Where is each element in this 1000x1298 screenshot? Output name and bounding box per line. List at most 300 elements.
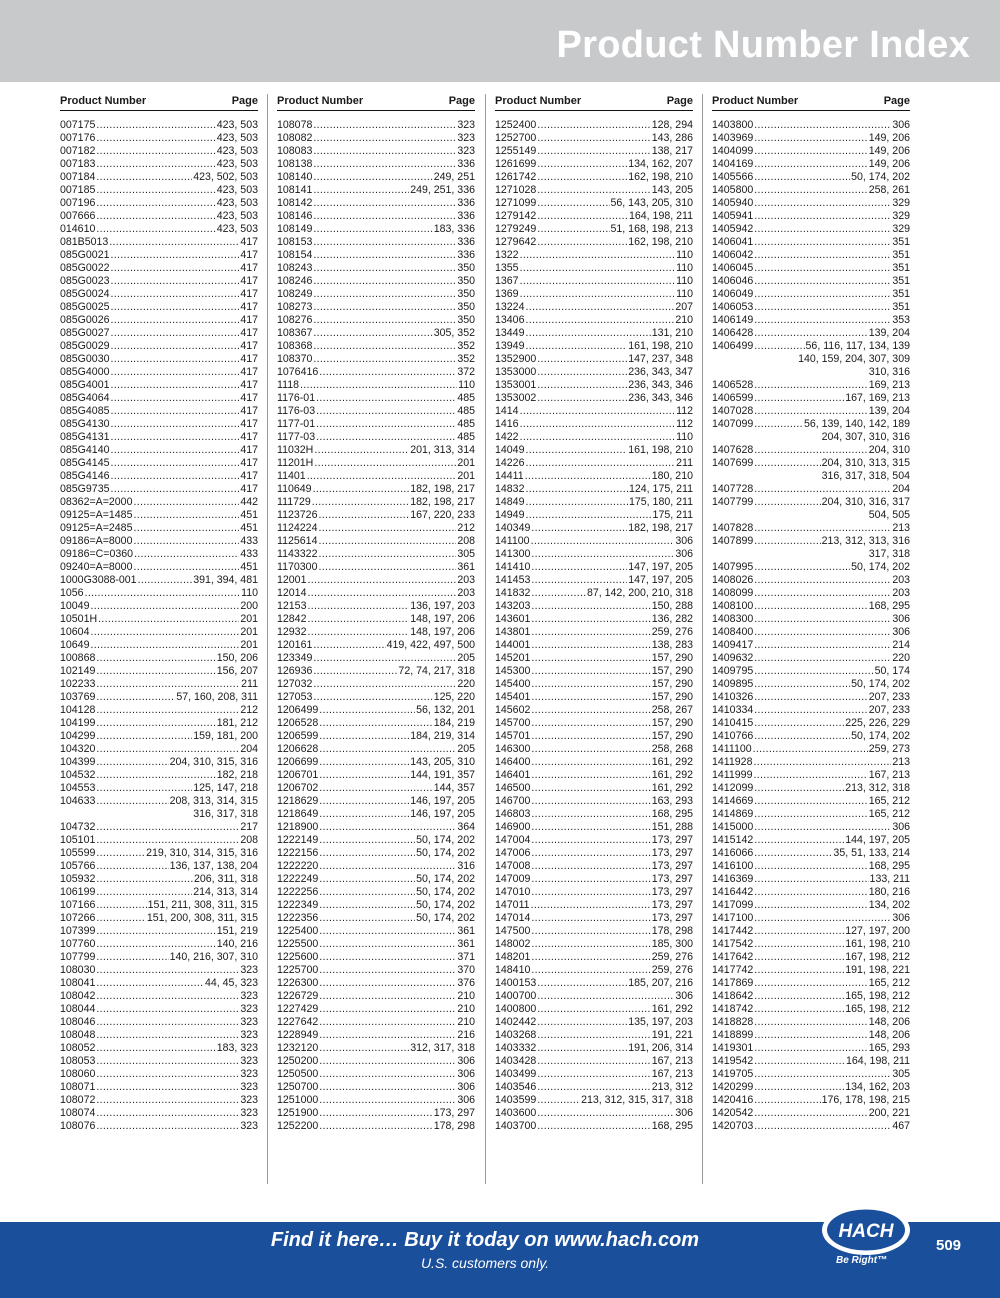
dot-leader (754, 535, 820, 548)
dot-leader (531, 704, 650, 717)
product-number: 147500 (495, 925, 531, 937)
index-entry (60, 977, 258, 990)
product-number: 1123726 (277, 509, 318, 521)
dot-leader (537, 1068, 651, 1081)
page-references: 143, 286 (651, 132, 693, 144)
product-number: 1176-01 (277, 392, 316, 404)
page-references: 201 (240, 626, 258, 638)
dot-leader (754, 717, 844, 730)
index-entry (495, 314, 693, 327)
page-references: 258, 267 (651, 704, 693, 716)
dot-leader (520, 405, 676, 418)
product-number: 108042 (60, 990, 96, 1002)
index-entry (712, 925, 910, 938)
index-entry (495, 288, 693, 301)
product-number: 1222356 (277, 912, 319, 924)
dot-leader (520, 431, 676, 444)
dot-leader (754, 704, 868, 717)
page-references: 161, 198, 210 (628, 340, 693, 352)
dot-leader (754, 1081, 844, 1094)
dot-leader (313, 665, 397, 678)
product-number: 1355 (495, 262, 519, 274)
page-references: 149, 206 (868, 132, 910, 144)
page-references: 350 (457, 275, 475, 287)
dot-leader (754, 119, 891, 132)
dot-leader (133, 509, 239, 522)
dot-leader (537, 223, 609, 236)
page-references: 485 (457, 418, 475, 430)
index-entry (277, 275, 475, 288)
dot-leader (313, 327, 432, 340)
page-references: 173, 297 (433, 1107, 475, 1119)
product-number: 1409632 (712, 652, 754, 664)
dot-leader (754, 132, 868, 145)
index-entry (495, 548, 693, 561)
product-number: 1408100 (712, 600, 754, 612)
index-entry (60, 1029, 258, 1042)
index-entry (277, 548, 475, 561)
page-references: 210 (675, 314, 693, 326)
dot-leader (96, 1094, 239, 1107)
product-number: 09240=A=8000 (60, 561, 133, 573)
page-references: 44, 45, 323 (204, 977, 258, 989)
index-entry (712, 964, 910, 977)
page-references: 151, 211, 308, 311, 315 (147, 899, 258, 911)
page-references: 212 (457, 522, 475, 534)
dot-leader (96, 1029, 239, 1042)
index-entry (712, 1107, 910, 1120)
index-entry (495, 925, 693, 938)
index-entry (60, 691, 258, 704)
product-number: 1261699 (495, 158, 537, 170)
index-entry (60, 1094, 258, 1107)
page-references: 213, 312 (651, 1081, 693, 1093)
index-entry (495, 353, 693, 366)
dot-leader (753, 743, 868, 756)
index-entry (712, 860, 910, 873)
index-entry (495, 1042, 693, 1055)
index-entry (495, 717, 693, 730)
page-references: 144, 357 (433, 782, 475, 794)
dot-leader (531, 873, 650, 886)
dot-leader (754, 587, 891, 600)
product-number: 108370 (277, 353, 313, 365)
dot-leader (96, 951, 168, 964)
dot-leader (96, 691, 175, 704)
page-references: 144, 191, 357 (410, 769, 475, 781)
dot-leader (531, 912, 650, 925)
dot-leader (319, 730, 409, 743)
dot-leader (753, 769, 867, 782)
product-number: 1403332 (495, 1042, 537, 1054)
index-entry (277, 678, 475, 691)
index-entry (60, 730, 258, 743)
dot-leader (314, 444, 409, 457)
dot-leader (754, 1003, 844, 1016)
product-number: 1353002 (495, 392, 537, 404)
index-entry (60, 496, 258, 509)
product-number: 108273 (277, 301, 313, 313)
dot-leader (525, 483, 628, 496)
product-number: 1222349 (277, 899, 319, 911)
page-references: 370 (457, 964, 475, 976)
page-references: 306 (892, 613, 910, 625)
index-entry (712, 665, 910, 678)
index-entry (712, 912, 910, 925)
page-references: 134, 162, 203 (845, 1081, 910, 1093)
page-references-continued: 504, 505 (868, 509, 910, 521)
dot-leader (96, 795, 168, 808)
page-references-continued: 317, 318 (868, 548, 910, 560)
dot-leader (96, 925, 215, 938)
product-number: 108367 (277, 327, 313, 339)
index-entry (277, 756, 475, 769)
product-number: 085G4146 (60, 470, 110, 482)
page-references: 208 (457, 535, 475, 547)
product-number: 1404099 (712, 145, 754, 157)
dot-leader (110, 431, 239, 444)
index-entry (60, 951, 258, 964)
product-number: 085G0023 (60, 275, 110, 287)
page-references: 306 (892, 626, 910, 638)
index-entry (712, 418, 910, 431)
product-number: 146900 (495, 821, 531, 833)
index-entry (712, 210, 910, 223)
index-entry (277, 626, 475, 639)
product-number: 1400700 (495, 990, 537, 1002)
index-entry (712, 522, 910, 535)
product-number: 1118 (277, 379, 299, 391)
page-references: 200 (240, 600, 258, 612)
page-references: 417 (240, 366, 258, 378)
dot-leader (96, 899, 146, 912)
product-number: 143601 (495, 613, 531, 625)
index-entry (277, 522, 475, 535)
product-number: 1400800 (495, 1003, 537, 1015)
page-references: 351 (892, 301, 910, 313)
dot-leader (319, 1107, 433, 1120)
product-number: 1416066 (712, 847, 754, 859)
index-entry (277, 951, 475, 964)
index-entry (495, 405, 693, 418)
page-references: 156, 207 (216, 665, 258, 677)
index-entry (712, 639, 910, 652)
page-references: 316 (457, 860, 475, 872)
product-number: 1406049 (712, 288, 754, 300)
index-entry (277, 899, 475, 912)
product-number: 1404169 (712, 158, 754, 170)
index-entry (60, 782, 258, 795)
product-number: 1417442 (712, 925, 754, 937)
index-entry (495, 665, 693, 678)
dot-leader (96, 756, 168, 769)
page-references: 417 (240, 327, 258, 339)
dot-leader (754, 483, 891, 496)
page-references: 165, 212 (868, 808, 910, 820)
index-entry (277, 1081, 475, 1094)
dot-leader (754, 1068, 891, 1081)
index-entry (712, 249, 910, 262)
page-references: 157, 290 (651, 691, 693, 703)
dot-leader (138, 574, 193, 587)
dot-leader (318, 561, 456, 574)
product-number: 085G4130 (60, 418, 110, 430)
index-entry (495, 990, 693, 1003)
index-entry (712, 158, 910, 171)
product-number: 1403599 (495, 1094, 537, 1106)
page-references: 213, 312, 318 (845, 782, 910, 794)
index-entries (495, 119, 693, 1133)
product-number: 14949 (495, 509, 525, 521)
dot-leader (537, 158, 627, 171)
page-references: 112 (676, 418, 693, 430)
page-references: 191, 221 (651, 1029, 693, 1041)
dot-leader (312, 496, 409, 509)
index-entry (495, 808, 693, 821)
page-references: 214, 313, 314 (193, 886, 258, 898)
dot-leader (96, 782, 192, 795)
page-references: 305 (457, 548, 475, 560)
index-entry (277, 197, 475, 210)
page-references: 146, 197, 205 (410, 795, 475, 807)
dot-leader (531, 639, 650, 652)
page-references: 162, 198, 210 (628, 236, 693, 248)
product-number: 146700 (495, 795, 531, 807)
product-number: 085G4001 (60, 379, 110, 391)
page-references: 220 (457, 678, 475, 690)
product-number: 1403546 (495, 1081, 537, 1093)
page-references: 50, 174, 202 (416, 873, 475, 885)
dot-leader (319, 756, 409, 769)
dot-leader (754, 379, 868, 392)
column-header-product-number: Product Number (60, 95, 147, 107)
index-entry (712, 574, 910, 587)
product-number: 1415142 (712, 834, 754, 846)
product-number: 108076 (60, 1120, 96, 1132)
product-number: 146400 (495, 756, 531, 768)
index-entry (712, 1029, 910, 1042)
index-entry (495, 444, 693, 457)
product-number: 147009 (495, 873, 531, 885)
product-number: 104532 (60, 769, 96, 781)
page-references: 157, 290 (651, 665, 693, 677)
dot-leader (313, 678, 456, 691)
dot-leader (96, 1120, 239, 1133)
page-references: 163, 293 (651, 795, 693, 807)
dot-leader (537, 210, 628, 223)
product-number: 108052 (60, 1042, 96, 1054)
index-entry (277, 171, 475, 184)
product-number: 1410326 (712, 691, 754, 703)
index-entry (495, 392, 693, 405)
dot-leader (96, 977, 204, 990)
index-entry (60, 1055, 258, 1068)
dot-leader (319, 1042, 409, 1055)
dot-leader (754, 262, 891, 275)
product-number: 1206599 (277, 730, 319, 742)
product-number: 085G0027 (60, 327, 110, 339)
page-references: 306 (675, 535, 693, 547)
index-entry (712, 600, 910, 613)
index-column (712, 94, 910, 1184)
page-references: 138, 217 (651, 145, 693, 157)
product-number: 107399 (60, 925, 96, 937)
index-entry (495, 782, 693, 795)
page-references-continued: 316, 317, 318 (193, 808, 258, 820)
index-entry (277, 119, 475, 132)
product-number: 12001 (277, 574, 307, 586)
dot-leader (537, 392, 627, 405)
index-entry (495, 1120, 693, 1133)
product-number: 14226 (495, 457, 525, 469)
index-entry (60, 821, 258, 834)
product-number: 1406499 (712, 340, 754, 352)
dot-leader (754, 795, 868, 808)
page-references: 350 (457, 262, 475, 274)
page-references: 165, 198, 212 (845, 1003, 910, 1015)
page-references: 180, 216 (868, 886, 910, 898)
product-number: 108082 (277, 132, 313, 144)
dot-leader (110, 457, 239, 470)
product-number: 108149 (277, 223, 313, 235)
dot-leader (319, 717, 433, 730)
page-references: 127, 197, 200 (845, 925, 910, 937)
dot-leader (96, 678, 240, 691)
page-references-continued: 140, 159, 204, 307, 309 (798, 353, 910, 365)
product-number: 1408099 (712, 587, 754, 599)
index-entry (60, 717, 258, 730)
product-number: 1227642 (277, 1016, 319, 1028)
dot-leader (96, 132, 215, 145)
dot-leader (110, 340, 239, 353)
index-entry (495, 613, 693, 626)
page-references: 306 (892, 912, 910, 924)
product-number: 10604 (60, 626, 90, 638)
index-entry (60, 132, 258, 145)
product-number: 1419705 (712, 1068, 754, 1080)
product-number: 085G9735 (60, 483, 110, 495)
page-references: 139, 204 (868, 327, 910, 339)
index-entry (60, 873, 258, 886)
page-references: 182, 198, 217 (628, 522, 693, 534)
product-number: 085G4000 (60, 366, 110, 378)
dot-leader (110, 418, 239, 431)
dot-leader (754, 899, 868, 912)
index-entry (712, 1055, 910, 1068)
product-number: 147008 (495, 860, 531, 872)
product-number: 108249 (277, 288, 313, 300)
product-number: 148002 (495, 938, 531, 950)
page-references: 50, 174, 202 (851, 678, 910, 690)
index-entry (277, 665, 475, 678)
index-entry (277, 925, 475, 938)
index-entry (495, 132, 693, 145)
page-references: 178, 298 (651, 925, 693, 937)
page-references: 161, 292 (651, 782, 693, 794)
dot-leader (537, 1029, 651, 1042)
dot-leader (96, 860, 168, 873)
page-references: 149, 206 (868, 145, 910, 157)
product-number: 1124224 (277, 522, 318, 534)
dot-leader (531, 964, 650, 977)
product-number: 1222149 (277, 834, 319, 846)
dot-leader (319, 769, 409, 782)
page-references: 306 (457, 1094, 475, 1106)
page-references: 143, 205, 310 (410, 756, 475, 768)
product-number: 085G0022 (60, 262, 110, 274)
page-references: 131, 210 (651, 327, 693, 339)
index-entry (712, 951, 910, 964)
product-number: 148201 (495, 951, 531, 963)
product-number: 1206528 (277, 717, 319, 729)
index-entry (60, 184, 258, 197)
product-number: 145700 (495, 717, 531, 729)
product-number: 1406428 (712, 327, 754, 339)
page-references: 204 (892, 483, 910, 495)
product-number: 1125614 (277, 535, 318, 547)
product-number: 1225400 (277, 925, 319, 937)
dot-leader (96, 184, 215, 197)
index-entry (277, 379, 475, 392)
page-references: 157, 290 (651, 730, 693, 742)
index-entry (277, 327, 475, 340)
page-references: 161, 198, 210 (628, 444, 693, 456)
page-references: 417 (240, 288, 258, 300)
page-references: 203 (457, 587, 475, 599)
index-entry (277, 405, 475, 418)
index-entry (495, 275, 693, 288)
page-references: 164, 198, 211 (845, 1055, 910, 1067)
index-entry (60, 860, 258, 873)
page-references: 203 (892, 587, 910, 599)
product-number: 108072 (60, 1094, 96, 1106)
page-references: 146, 197, 205 (410, 808, 475, 820)
dot-leader (754, 600, 868, 613)
index-entry (495, 847, 693, 860)
index-entry (277, 847, 475, 860)
page-references: 148, 206 (868, 1029, 910, 1041)
product-number: 1406045 (712, 262, 754, 274)
page-references: 143, 205 (651, 184, 693, 196)
dot-leader (319, 951, 456, 964)
index-entry (277, 652, 475, 665)
dot-leader (531, 717, 650, 730)
product-number: 108030 (60, 964, 96, 976)
product-number: 1143322 (277, 548, 318, 560)
product-number: 1414 (495, 405, 519, 417)
page-references: 323 (240, 1120, 258, 1132)
dot-leader (754, 912, 891, 925)
hach-logo[interactable] (820, 1203, 912, 1257)
product-number: 1403800 (712, 119, 754, 131)
product-number: 007175 (60, 119, 96, 131)
dot-leader (537, 236, 627, 249)
product-number: 12014 (277, 587, 307, 599)
product-number: 1403428 (495, 1055, 537, 1067)
index-entry (712, 691, 910, 704)
dot-leader (754, 444, 868, 457)
dot-leader (537, 1042, 627, 1055)
dot-leader (531, 600, 650, 613)
page-references: 201 (240, 639, 258, 651)
page-references-continued: 316, 317, 318, 504 (821, 470, 910, 482)
product-number: 1407728 (712, 483, 754, 495)
product-number: 1226300 (277, 977, 319, 989)
dot-leader (754, 1055, 845, 1068)
product-number: 1420299 (712, 1081, 754, 1093)
dot-leader (537, 379, 627, 392)
index-entry (277, 1042, 475, 1055)
